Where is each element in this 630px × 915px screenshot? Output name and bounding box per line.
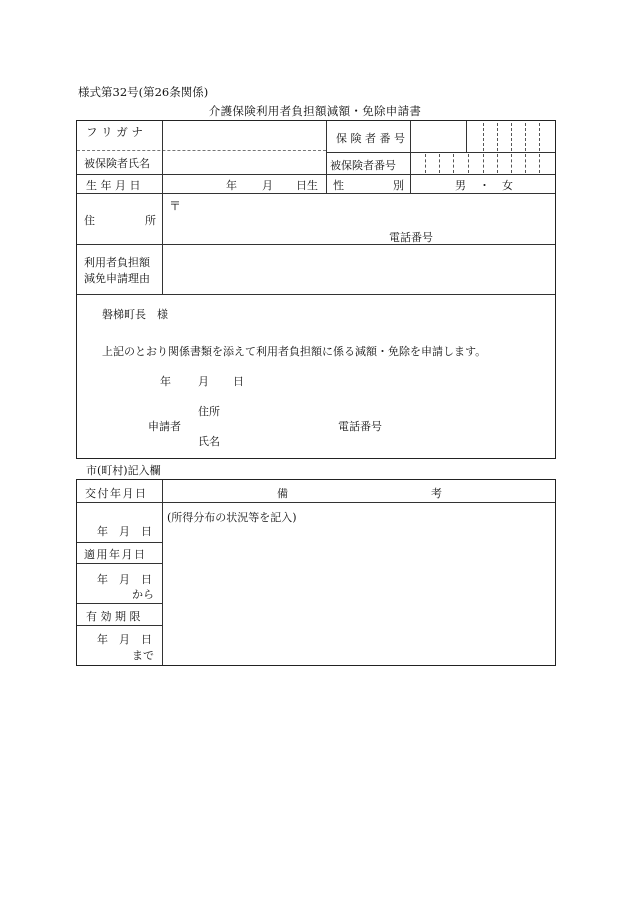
digit-box-divider bbox=[425, 154, 426, 173]
gender-label-2: 別 bbox=[393, 179, 404, 192]
declaration-day: 日 bbox=[233, 375, 244, 388]
reason-label-line2: 減免申請理由 bbox=[84, 272, 150, 285]
digit-box-divider bbox=[511, 123, 512, 151]
notes-hint: (所得分布の状況等を記入) bbox=[167, 511, 297, 524]
digit-box-divider bbox=[483, 154, 484, 173]
row-divider bbox=[77, 502, 555, 503]
digit-box-divider bbox=[525, 123, 526, 151]
issue-date-label: 交付年月日 bbox=[85, 487, 148, 500]
birthdate-day: 日生 bbox=[296, 179, 318, 192]
digit-box-divider bbox=[453, 154, 454, 173]
furigana-label: フ リ ガ ナ bbox=[86, 125, 143, 139]
row-divider bbox=[77, 603, 162, 604]
birthdate-month: 月 bbox=[262, 179, 273, 192]
row-divider bbox=[77, 542, 162, 543]
form-number: 様式第32号(第26条関係) bbox=[78, 85, 209, 99]
col-divider bbox=[466, 121, 467, 152]
row-divider bbox=[77, 563, 162, 564]
row-divider bbox=[326, 152, 555, 153]
col-divider bbox=[326, 121, 327, 193]
digit-box-divider bbox=[497, 123, 498, 151]
digit-box-divider bbox=[525, 154, 526, 173]
municipal-section-title: 市(町村)記入欄 bbox=[86, 464, 161, 477]
row-divider bbox=[77, 625, 162, 626]
digit-box-divider bbox=[511, 154, 512, 173]
valid-until: まで bbox=[132, 649, 154, 662]
applicant-label: 申請者 bbox=[148, 420, 181, 433]
gender-male: 男 bbox=[455, 179, 466, 192]
row-divider bbox=[77, 193, 555, 194]
declaration-year: 年 bbox=[160, 375, 171, 388]
applicant-name-label: 氏名 bbox=[198, 435, 220, 448]
insured-number-label: 被保険者番号 bbox=[330, 159, 396, 172]
apply-from: から bbox=[132, 588, 154, 601]
valid-period-label: 有 効 期 限 bbox=[86, 610, 141, 623]
issue-date-ymd: 年 月 日 bbox=[97, 525, 152, 538]
declaration-month: 月 bbox=[198, 375, 209, 388]
digit-box-divider bbox=[539, 123, 540, 151]
applicant-phone-label: 電話番号 bbox=[338, 420, 382, 433]
digit-box-divider bbox=[468, 154, 469, 173]
digit-box-divider bbox=[539, 154, 540, 173]
digit-box-divider bbox=[483, 123, 484, 151]
postal-mark: 〒 bbox=[169, 199, 182, 213]
gender-label: 性 bbox=[333, 179, 344, 192]
form-title: 介護保険利用者負担額減額・免除申請書 bbox=[208, 104, 422, 118]
addressee: 磐梯町長 様 bbox=[102, 308, 168, 321]
gender-female: 女 bbox=[502, 179, 513, 192]
digit-box-divider bbox=[497, 154, 498, 173]
phone-label: 電話番号 bbox=[389, 231, 433, 244]
apply-date-label: 適用年月日 bbox=[84, 548, 147, 561]
row-divider bbox=[77, 174, 555, 175]
col-divider bbox=[162, 480, 163, 665]
gender-separator: ・ bbox=[479, 179, 490, 192]
insurer-number-label: 保 険 者 番 号 bbox=[336, 132, 405, 145]
notes-label-2: 考 bbox=[431, 487, 442, 500]
birthdate-year: 年 bbox=[226, 179, 237, 192]
row-divider bbox=[77, 150, 326, 151]
valid-ymd: 年 月 日 bbox=[97, 633, 152, 646]
reason-label-line1: 利用者負担額 bbox=[84, 256, 150, 269]
declaration-statement: 上記のとおり関係書類を添えて利用者負担額に係る減額・免除を申請します。 bbox=[102, 345, 487, 358]
row-divider bbox=[77, 294, 555, 295]
address-label-1: 住 bbox=[84, 214, 95, 227]
digit-box-divider bbox=[439, 154, 440, 173]
notes-label-1: 備 bbox=[277, 487, 288, 500]
insured-name-label: 被保険者氏名 bbox=[84, 157, 150, 170]
apply-date-ymd: 年 月 日 bbox=[97, 573, 152, 586]
applicant-address-label: 住所 bbox=[198, 405, 220, 418]
address-label-2: 所 bbox=[145, 214, 156, 227]
row-divider bbox=[77, 244, 555, 245]
col-divider bbox=[410, 121, 411, 193]
col-divider bbox=[162, 121, 163, 294]
birthdate-label: 生 年 月 日 bbox=[86, 179, 141, 192]
